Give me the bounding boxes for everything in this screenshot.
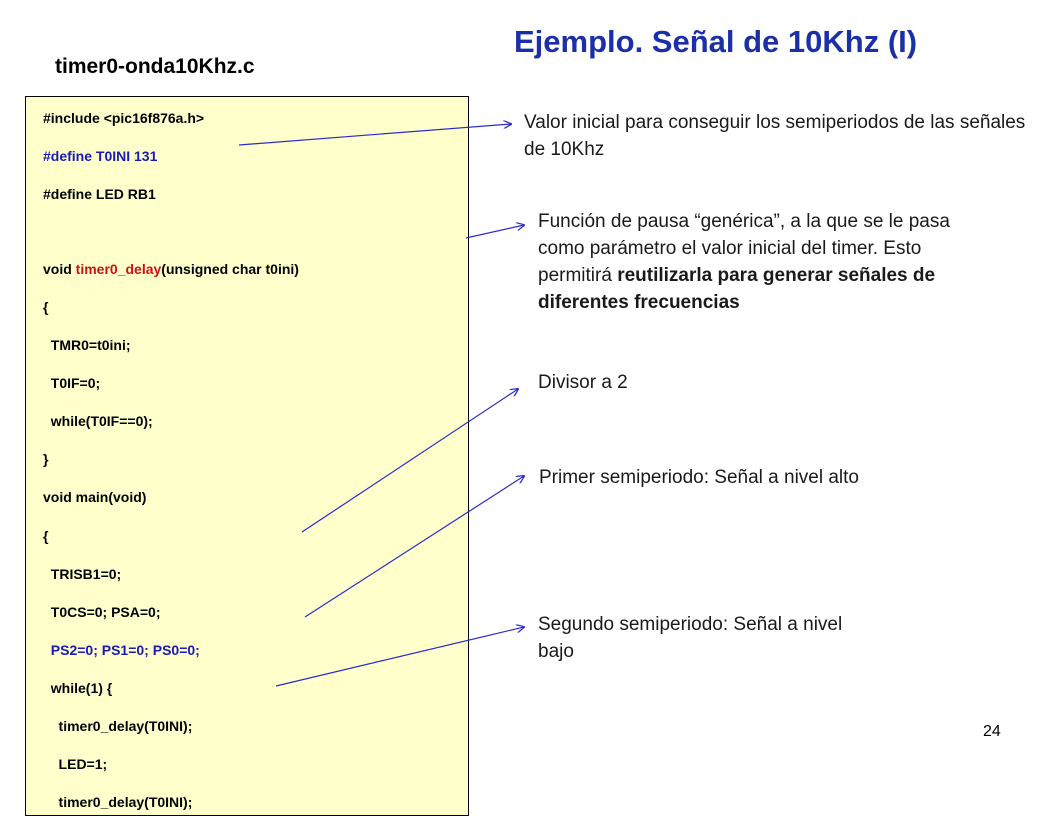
code-line-define-t0ini: #define T0INI 131 — [43, 148, 158, 164]
code-line: { — [43, 299, 49, 315]
file-name: timer0-onda10Khz.c — [55, 55, 255, 78]
code-line: while(T0IF==0); — [43, 413, 153, 429]
code-line-prescaler: PS2=0; PS1=0; PS0=0; — [43, 642, 200, 658]
code-line-define-led: #define LED RB1 — [43, 186, 156, 202]
code-line: LED=1; — [43, 756, 108, 772]
code-line-main: void main(void) — [43, 489, 147, 505]
note-divisor: Divisor a 2 — [538, 372, 628, 393]
code-line: T0CS=0; PSA=0; — [43, 604, 161, 620]
page-number: 24 — [983, 723, 1001, 740]
note-generic-delay: Función de pausa “genérica”, a la que se le pasa como parámetro el valor inicial del timer. Esto permitirá reutilizarla para generar señales de diferentes frecuencias — [538, 211, 950, 313]
code-line: while(1) { — [43, 680, 113, 696]
code-line: TMR0=t0ini; — [43, 337, 131, 353]
arrow-generic-delay — [466, 225, 524, 238]
code-line: T0IF=0; — [43, 375, 101, 391]
code-line: { — [43, 528, 49, 544]
code-line: TRISB1=0; — [43, 566, 122, 582]
code-line: timer0_delay(T0INI); — [43, 794, 193, 810]
code-line: timer0_delay(T0INI); — [43, 718, 193, 734]
note-initial-value: Valor inicial para conseguir los semiperiodos de las señales de 10Khz — [524, 112, 1026, 160]
code-line-include: #include <pic16f876a.h> — [43, 110, 205, 126]
note-second-half-period: Segundo semiperiodo: Señal a nivel bajo — [538, 614, 843, 662]
code-line: } — [43, 451, 49, 467]
arrow-first-half-period — [305, 476, 524, 617]
arrow-initial-value — [239, 124, 511, 145]
arrow-second-half-period — [276, 627, 524, 686]
slide-title: Ejemplo. Señal de 10Khz (I) — [514, 24, 918, 59]
note-first-half-period: Primer semiperiodo: Señal a nivel alto — [539, 467, 859, 488]
code-line-delay-signature: void timer0_delay(unsigned char t0ini) — [43, 261, 299, 277]
arrow-divisor — [302, 389, 518, 532]
